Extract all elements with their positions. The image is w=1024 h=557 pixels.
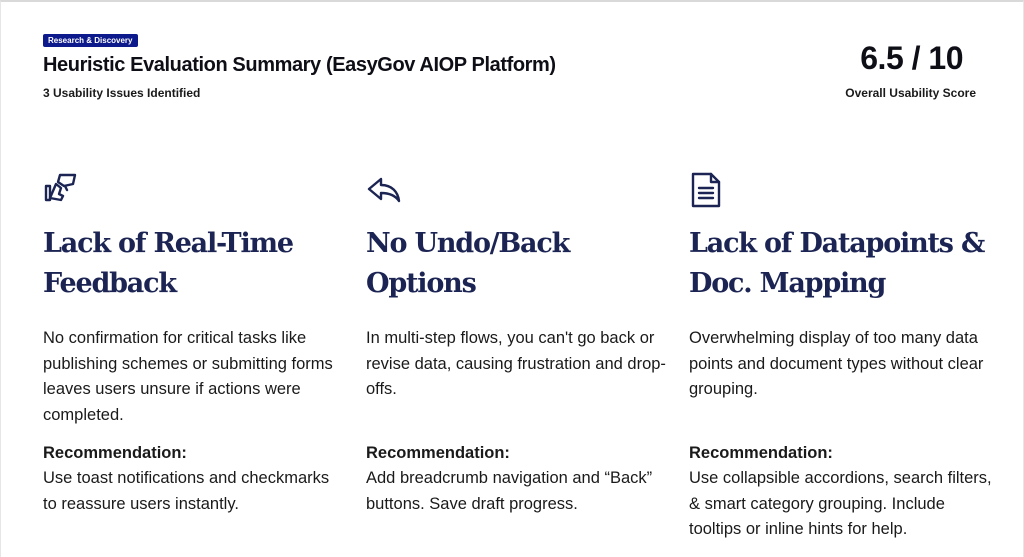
issue-title-line1: Lack of Datapoints & [689, 228, 985, 259]
recommendation-text: Add breadcrumb navigation and “Back” buttons. Save draft progress. [366, 469, 653, 513]
thumbs-down-icon [43, 172, 79, 208]
document-icon [689, 172, 725, 208]
issues-count: 3 Usability Issues Identified [43, 86, 201, 100]
recommendation-label: Recommendation: [689, 444, 833, 462]
issue-title-line2: Feedback [43, 268, 176, 299]
issue-title-line2: Options [366, 268, 476, 299]
issue-card-feedback [43, 172, 343, 517]
recommendation-label: Recommendation: [366, 444, 510, 462]
category-badge: Research & Discovery [43, 34, 138, 47]
recommendation-text: Use collapsible accordions, search filters, & smart category grouping. Include tooltips or inline hints for help. [689, 469, 992, 538]
reply-arrow-icon [366, 172, 402, 208]
issue-description: In multi-step flows, you can't go back or revise data, causing frustration and drop-offs. [366, 329, 666, 398]
issue-title-line2: Doc. Mapping [689, 268, 886, 299]
issue-card-undo [366, 172, 666, 517]
usability-score-label: Overall Usability Score [845, 86, 976, 100]
issue-title-line1: No Undo/Back [366, 228, 570, 259]
issue-title [689, 224, 999, 304]
usability-score: 6.5 / 10 [860, 40, 963, 76]
issue-title [366, 224, 666, 304]
page-title: Heuristic Evaluation Summary (EasyGov AIOP Platform) [43, 54, 556, 76]
recommendation-label: Recommendation: [43, 444, 187, 462]
issue-title [43, 224, 343, 304]
issue-description: Overwhelming display of too many data points and document types without clear grouping. [689, 329, 984, 398]
recommendation-text: Use toast notifications and checkmarks to reassure users instantly. [43, 469, 330, 513]
issue-description: No confirmation for critical tasks like publishing schemes or submitting forms leaves users unsure if actions were completed. [43, 329, 333, 424]
issue-card-datapoints [689, 172, 999, 543]
issue-title-line1: Lack of Real-Time [43, 228, 293, 259]
